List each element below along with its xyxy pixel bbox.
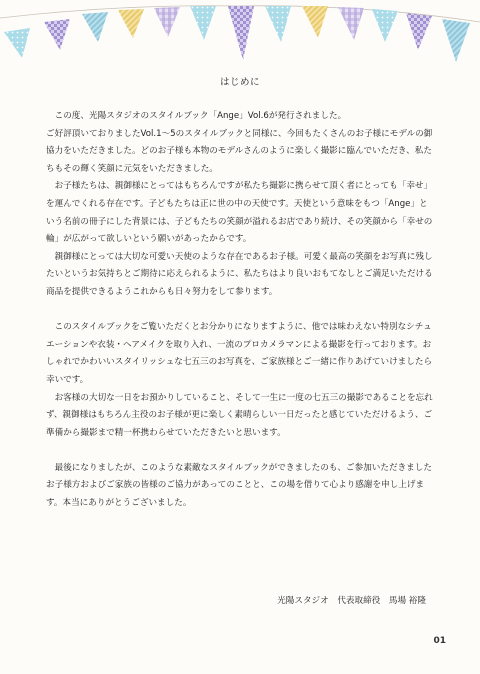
paragraph: 親御様にとっては大切な可愛い天使のような存在であるお子様。可愛く最高の笑顔をお写真に残したいというお気持ちとご期待に応えられるように、私たちはより良いおもてなしとご満足いただける商品を提供できるようこれからも日々努力をして参ります。 <box>46 251 433 297</box>
bunting-decoration <box>0 0 480 75</box>
signature: 光陽スタジオ 代表取締役 馬場 裕隆 <box>277 596 426 606</box>
paragraph: この度、光陽スタジオのスタイルブック「Ange」Vol.6が発行されました。 <box>54 111 347 121</box>
bunting-flag <box>228 6 254 60</box>
page-title: はじめに <box>219 77 260 88</box>
body-text <box>46 108 434 513</box>
bunting-flag <box>372 9 398 42</box>
paragraph: お子様たちは、親御様にとってはもちろんですが私たち撮影に携らせて頂く者にとっても「幸せ」を運んでくれる存在です。子どもたちは正に世の中の天使です。天使という意味をもつ「Ange」という名前の冊子にした背景には、子どもたちの笑顔が溢れるお店であり続け、その笑顔から「幸せの輪」が広がって欲しいという願いがあったからです。 <box>46 181 433 245</box>
bunting-flag <box>118 9 144 38</box>
bunting-flag <box>154 7 180 37</box>
paragraph: このスタイルブックをご覧いただくとお分かりになりますように、他では味わえない特別なシチュエーションや衣装・ヘアメイクを取り入れ、一流のプロカメラマンによる撮影を行っております。おしゃれでかわいいスタイリッシュな七五三のお写真を、ご家族様とご一緒に作りあげていけましたら幸いです。 <box>46 322 433 385</box>
bunting-flag <box>190 6 216 40</box>
bunting-flag <box>442 19 470 62</box>
paragraph: お客様の大切な一日をお預かりしていること、そして一生に一度の七五三の撮影であることを忘れず、親御様はもちろん主役のお子様が更に楽しく素晴らしい一日だったと感じていただけるよう、ご準備から撮影まで精一杯携わらせていただきたいと思います。 <box>46 392 433 438</box>
paragraph: 最後になりましたが、このような素敵なスタイルブックができましたのも、ご参加いただきましたお子様方およびご家族の皆様のご協力があってのことと、この場を借りて心より感謝を申し上げます。本当にありがとうございました。 <box>46 462 432 509</box>
bunting-flag <box>82 12 108 42</box>
bunting-flag <box>302 6 328 38</box>
bunting-flag <box>338 7 364 40</box>
paragraph-gap <box>46 302 434 320</box>
bunting-flag <box>4 28 30 58</box>
bunting-flag <box>44 19 70 50</box>
page-number: 01 <box>433 636 446 646</box>
bunting-flag <box>265 6 291 42</box>
paragraph: ご好評頂いておりましたVol.1～5のスタイルブックと同様に、今回もたくさんのお子様にモデルの御協力をいただきました。どのお子様も本物のモデルさんのように楽しく撮影に臨んでいただき、私たちもその輝く笑顔に元気をいただきました。 <box>46 128 433 174</box>
bunting-flag <box>406 13 432 50</box>
paragraph-gap <box>46 442 434 460</box>
